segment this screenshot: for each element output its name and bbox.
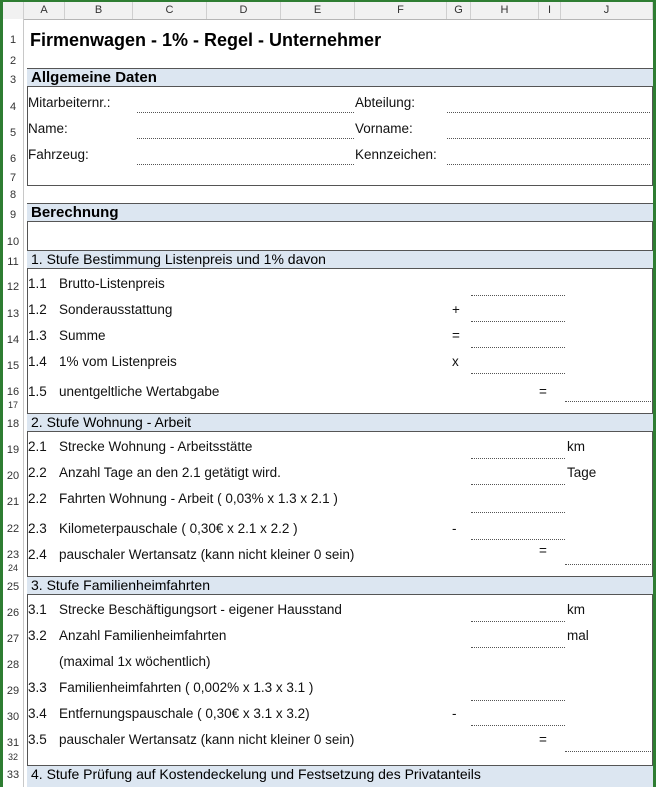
operator-equals: = xyxy=(539,732,547,747)
item-number: 1.4 xyxy=(28,354,47,369)
unit-label: Tage xyxy=(567,465,597,480)
row-header[interactable]: 31 xyxy=(6,737,20,749)
section-header-stage3 xyxy=(27,576,653,595)
section-header-calculation xyxy=(27,203,653,222)
row-header[interactable]: 15 xyxy=(6,360,20,372)
section-title: 4. Stufe Prüfung auf Kostendeckelung und Festsetzung des Privatanteils xyxy=(31,766,481,782)
column-header-d[interactable]: D xyxy=(207,2,281,19)
row-header[interactable]: 3 xyxy=(9,74,17,86)
row-header[interactable]: 25 xyxy=(6,581,20,593)
column-header-bar xyxy=(3,2,653,20)
item-number: 3.2 xyxy=(28,628,47,643)
item-label: Anzahl Familienheimfahrten xyxy=(59,628,227,643)
column-header-e[interactable]: E xyxy=(281,2,355,19)
department-field[interactable] xyxy=(447,112,650,113)
item-label: Sonderausstattung xyxy=(59,302,173,317)
column-header-i[interactable]: I xyxy=(539,2,561,19)
section-header-stage1 xyxy=(27,250,653,269)
operator-times: x xyxy=(452,354,459,369)
label-department: Abteilung: xyxy=(355,95,416,110)
row-header[interactable]: 29 xyxy=(6,685,20,697)
row-header[interactable]: 4 xyxy=(9,101,17,113)
row-header[interactable]: 26 xyxy=(6,607,20,619)
select-all-corner[interactable] xyxy=(3,2,24,19)
column-header-f[interactable]: F xyxy=(355,2,447,19)
row-header[interactable]: 33 xyxy=(6,769,20,781)
sheet-content xyxy=(24,19,653,787)
operator-equals: = xyxy=(539,384,547,399)
item-note: (maximal 1x wöchentlich) xyxy=(59,654,211,669)
row-header[interactable]: 5 xyxy=(9,127,17,139)
item-number: 2.3 xyxy=(28,521,47,536)
section-title: Berechnung xyxy=(31,204,119,221)
operator-plus: + xyxy=(452,302,460,317)
column-header-h[interactable]: H xyxy=(471,2,539,19)
page-title: Firmenwagen - 1% - Regel - Unternehmer xyxy=(30,30,382,50)
item-number: 3.3 xyxy=(28,680,47,695)
row-header[interactable]: 1 xyxy=(9,34,17,46)
row-header[interactable]: 12 xyxy=(6,281,20,293)
item-number: 1.5 xyxy=(28,384,47,399)
item-label: Strecke Wohnung - Arbeitsstätte xyxy=(59,439,253,454)
item-label: Fahrten Wohnung - Arbeit ( 0,03% x 1.3 x 2.1 ) xyxy=(59,491,338,506)
row-header[interactable]: 30 xyxy=(6,711,20,723)
item-number: 3.5 xyxy=(28,732,47,747)
item-number: 2.2 xyxy=(28,465,47,480)
spreadsheet xyxy=(3,2,653,787)
section-header-stage4 xyxy=(27,765,653,787)
label-name: Name: xyxy=(28,121,68,136)
item-label: Anzahl Tage an den 2.1 getätigt wird. xyxy=(59,465,281,480)
calculation-spacer xyxy=(27,222,653,250)
item-number: 3.1 xyxy=(28,602,47,617)
name-field[interactable] xyxy=(137,138,354,139)
row-header[interactable]: 17 xyxy=(7,400,18,410)
row-header[interactable]: 7 xyxy=(9,172,17,184)
column-header-c[interactable]: C xyxy=(133,2,207,19)
list-price-field[interactable] xyxy=(471,295,565,296)
section-title: 2. Stufe Wohnung - Arbeit xyxy=(31,414,192,430)
item-number: 1.1 xyxy=(28,276,47,291)
commute-trips-field[interactable] xyxy=(471,512,565,513)
employee-no-field[interactable] xyxy=(137,112,354,113)
operator-minus: - xyxy=(452,521,457,536)
item-label: Familienheimfahrten ( 0,002% x 1.3 x 3.1 ) xyxy=(59,680,314,695)
row-header[interactable]: 28 xyxy=(6,659,20,671)
item-number: 2.2 xyxy=(28,491,47,506)
unit-label: km xyxy=(567,439,585,454)
operator-equals: = xyxy=(539,543,547,558)
vehicle-field[interactable] xyxy=(137,164,354,165)
mileage-allowance-field[interactable] xyxy=(471,539,565,540)
one-percent-field[interactable] xyxy=(471,373,565,374)
item-number: 1.3 xyxy=(28,328,47,343)
license-plate-field[interactable] xyxy=(447,164,650,165)
column-header-b[interactable]: B xyxy=(65,2,133,19)
item-label: Kilometerpauschale ( 0,30€ x 2.1 x 2.2 ) xyxy=(59,521,298,536)
unit-label: mal xyxy=(567,628,589,643)
row-header[interactable]: 23 xyxy=(6,549,20,561)
item-label: Brutto-Listenpreis xyxy=(59,276,165,291)
general-data-box xyxy=(27,87,653,186)
home-trips-value-field[interactable] xyxy=(471,700,565,701)
free-value-field[interactable] xyxy=(565,401,651,402)
column-header-j[interactable]: J xyxy=(561,2,653,19)
row-header-bar xyxy=(3,19,24,787)
commute-days-field[interactable] xyxy=(471,484,565,485)
row-header[interactable]: 32 xyxy=(7,752,18,762)
label-employee-no: Mitarbeiternr.: xyxy=(28,95,111,110)
home-trips-field[interactable] xyxy=(471,647,565,648)
label-vehicle: Fahrzeug: xyxy=(28,147,89,162)
column-header-g[interactable]: G xyxy=(447,2,471,19)
distance-allowance-field[interactable] xyxy=(471,725,565,726)
first-name-field[interactable] xyxy=(447,138,650,139)
item-number: 3.4 xyxy=(28,706,47,721)
unit-label: km xyxy=(567,602,585,617)
item-number: 2.1 xyxy=(28,439,47,454)
row-header[interactable]: 20 xyxy=(6,470,20,482)
section-title: 3. Stufe Familienheimfahrten xyxy=(31,577,210,593)
section-header-general xyxy=(27,68,653,87)
row-header[interactable]: 2 xyxy=(9,55,17,67)
sum-field[interactable] xyxy=(471,347,565,348)
item-label: Strecke Beschäftigungsort - eigener Hausstand xyxy=(59,602,342,617)
row-header[interactable]: 14 xyxy=(6,334,20,346)
row-header[interactable]: 8 xyxy=(9,189,17,201)
flat-value-field[interactable] xyxy=(565,564,651,565)
row-header[interactable]: 24 xyxy=(7,563,18,573)
row-header[interactable]: 19 xyxy=(6,444,20,456)
item-label: unentgeltliche Wertabgabe xyxy=(59,384,220,399)
section-title: 1. Stufe Bestimmung Listenpreis und 1% davon xyxy=(31,251,326,267)
item-label: pauschaler Wertansatz (kann nicht kleiner 0 sein) xyxy=(59,547,355,562)
column-header-a[interactable]: A xyxy=(24,2,65,19)
row-header[interactable]: 18 xyxy=(6,418,20,430)
section-title: Allgemeine Daten xyxy=(31,69,157,86)
item-label: pauschaler Wertansatz (kann nicht kleiner 0 sein) xyxy=(59,732,355,747)
label-first-name: Vorname: xyxy=(355,121,413,136)
section-header-stage2 xyxy=(27,413,653,432)
home-flat-value-field[interactable] xyxy=(565,751,651,752)
row-header[interactable]: 11 xyxy=(7,256,19,268)
extras-field[interactable] xyxy=(471,321,565,322)
item-label: Summe xyxy=(59,328,106,343)
row-header[interactable]: 27 xyxy=(6,633,20,645)
item-number: 2.4 xyxy=(28,547,47,562)
row-header[interactable]: 22 xyxy=(6,523,20,535)
item-label: Entfernungspauschale ( 0,30€ x 3.1 x 3.2) xyxy=(59,706,310,721)
row-header[interactable]: 16 xyxy=(6,386,20,398)
row-header[interactable]: 6 xyxy=(9,153,17,165)
operator-equals: = xyxy=(452,328,460,343)
operator-minus: - xyxy=(452,706,457,721)
row-header[interactable]: 10 xyxy=(6,236,20,248)
row-header[interactable]: 9 xyxy=(9,209,17,221)
item-number: 1.2 xyxy=(28,302,47,317)
home-distance-field[interactable] xyxy=(471,621,565,622)
row-header[interactable]: 21 xyxy=(6,496,20,508)
row-header[interactable]: 13 xyxy=(6,308,20,320)
item-label: 1% vom Listenpreis xyxy=(59,354,177,369)
commute-distance-field[interactable] xyxy=(471,458,565,459)
label-license-plate: Kennzeichen: xyxy=(355,147,437,162)
